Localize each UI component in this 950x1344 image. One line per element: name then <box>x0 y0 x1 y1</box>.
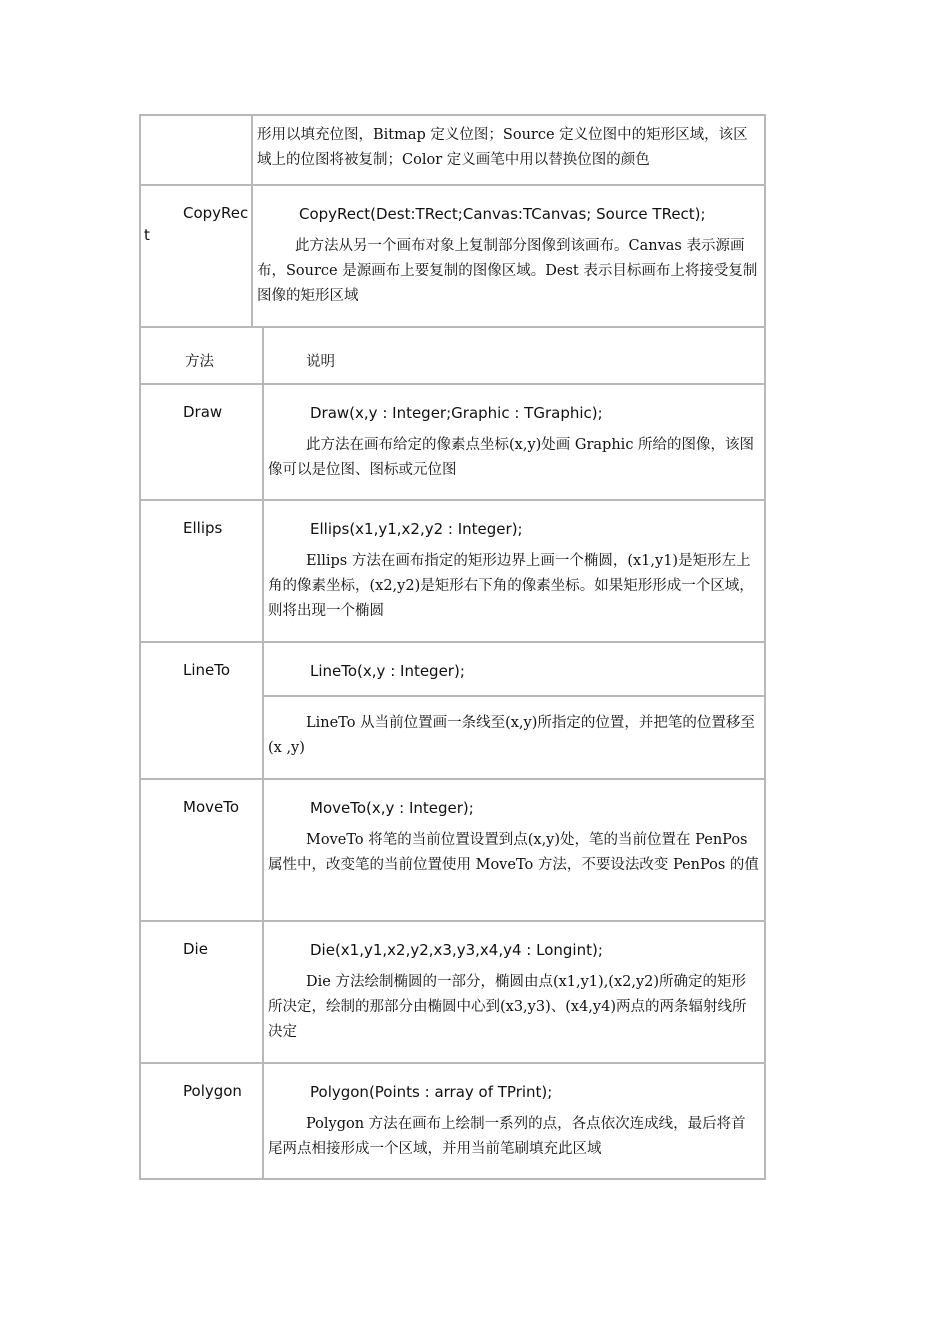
header-method <box>140 327 263 384</box>
table-row <box>140 642 765 779</box>
method-description: 此方法在画布给定的像素点坐标(x,y)处画 Graphic 所给的图像，该图像可以是位图、图标或元位图 <box>268 437 755 478</box>
method-name: Die <box>183 940 208 958</box>
method-signature: Polygon(Points : array of TPrint); <box>310 1083 553 1101</box>
method-description: LineTo 从当前位置画一条线至(x,y)所指定的位置，并把笔的位置移至(x ,y) <box>268 715 755 756</box>
description-cell <box>263 384 765 500</box>
table-row <box>140 1063 765 1179</box>
method-name-cell <box>140 115 252 185</box>
table-row <box>140 115 765 185</box>
method-name-cell <box>140 384 263 500</box>
method-signature: Draw(x,y : Integer;Graphic : TGraphic); <box>310 404 603 422</box>
header-description-label: 说明 <box>306 354 335 370</box>
method-description: Ellips 方法在画布指定的矩形边界上画一个椭圆，(x1,y1)是矩形左上角的像素坐标，(x2,y2)是矩形右下角的像素坐标。如果矩形形成一个区域，则将出现一个椭圆 <box>268 553 754 619</box>
method-name: MoveTo <box>183 798 240 816</box>
description-cell <box>263 642 765 779</box>
header-description <box>263 327 765 384</box>
method-name-cell <box>140 1063 263 1179</box>
description-cell <box>263 921 765 1063</box>
method-name-cell <box>140 642 263 779</box>
method-description: MoveTo 将笔的当前位置设置到点(x,y)处，笔的当前位置在 PenPos 属性中，改变笔的当前位置使用 MoveTo 方法，不要设法改变 PenPos 的值 <box>268 832 759 873</box>
table-row <box>140 185 765 327</box>
table-row <box>140 384 765 500</box>
continuation-text: 形用以填充位图，Bitmap 定义位图；Source 定义位图中的矩形区域，该区域上的位图将被复制；Color 定义画笔中用以替换位图的颜色 <box>257 127 748 168</box>
table-row <box>140 921 765 1063</box>
description-cell <box>263 779 765 921</box>
method-signature: MoveTo(x,y : Integer); <box>310 799 474 817</box>
method-name-cell <box>140 921 263 1063</box>
header-method-label: 方法 <box>185 354 214 370</box>
method-signature: Die(x1,y1,x2,y2,x3,y3,x4,y4 : Longint); <box>310 941 603 959</box>
methods-table <box>139 326 766 1180</box>
method-signature: LineTo(x,y : Integer); <box>310 662 465 680</box>
method-name: Draw <box>183 403 223 421</box>
description-subcell <box>264 697 764 761</box>
method-name-wrap: t <box>144 226 150 244</box>
description-cell <box>252 115 765 185</box>
method-name: LineTo <box>183 661 231 679</box>
method-description: Die 方法绘制椭圆的一部分，椭圆由点(x1,y1),(x2,y2)所确定的矩形所决定，绘制的那部分由椭圆中心到(x3,y3)、(x4,y4)两点的两条辐射线所决定 <box>268 974 747 1040</box>
method-name-cell <box>140 500 263 642</box>
method-name: Ellips <box>183 519 223 537</box>
method-name-cell <box>140 185 252 327</box>
description-cell <box>252 185 765 327</box>
table-header-row <box>140 327 765 384</box>
description-cell <box>263 500 765 642</box>
method-description: 此方法从另一个画布对象上复制部分图像到该画布。Canvas 表示源画布，Source 是源画布上要复制的图像区域。Dest 表示目标画布上将接受复制图像的矩形区域 <box>257 238 758 304</box>
method-description: Polygon 方法在画布上绘制一系列的点，各点依次连成线，最后将首尾两点相接形成一个区域，并用当前笔刷填充此区域 <box>268 1116 746 1157</box>
method-signature: Ellips(x1,y1,x2,y2 : Integer); <box>310 520 523 538</box>
method-name: Polygon <box>183 1082 242 1100</box>
method-name-cell <box>140 779 263 921</box>
table-row <box>140 500 765 642</box>
description-cell <box>263 1063 765 1179</box>
signature-subcell <box>264 643 764 697</box>
method-signature: CopyRect(Dest:TRect;Canvas:TCanvas; Source TRect); <box>299 205 706 223</box>
method-name: CopyRec <box>183 204 249 222</box>
methods-table-continued <box>139 114 766 328</box>
table-row <box>140 779 765 921</box>
